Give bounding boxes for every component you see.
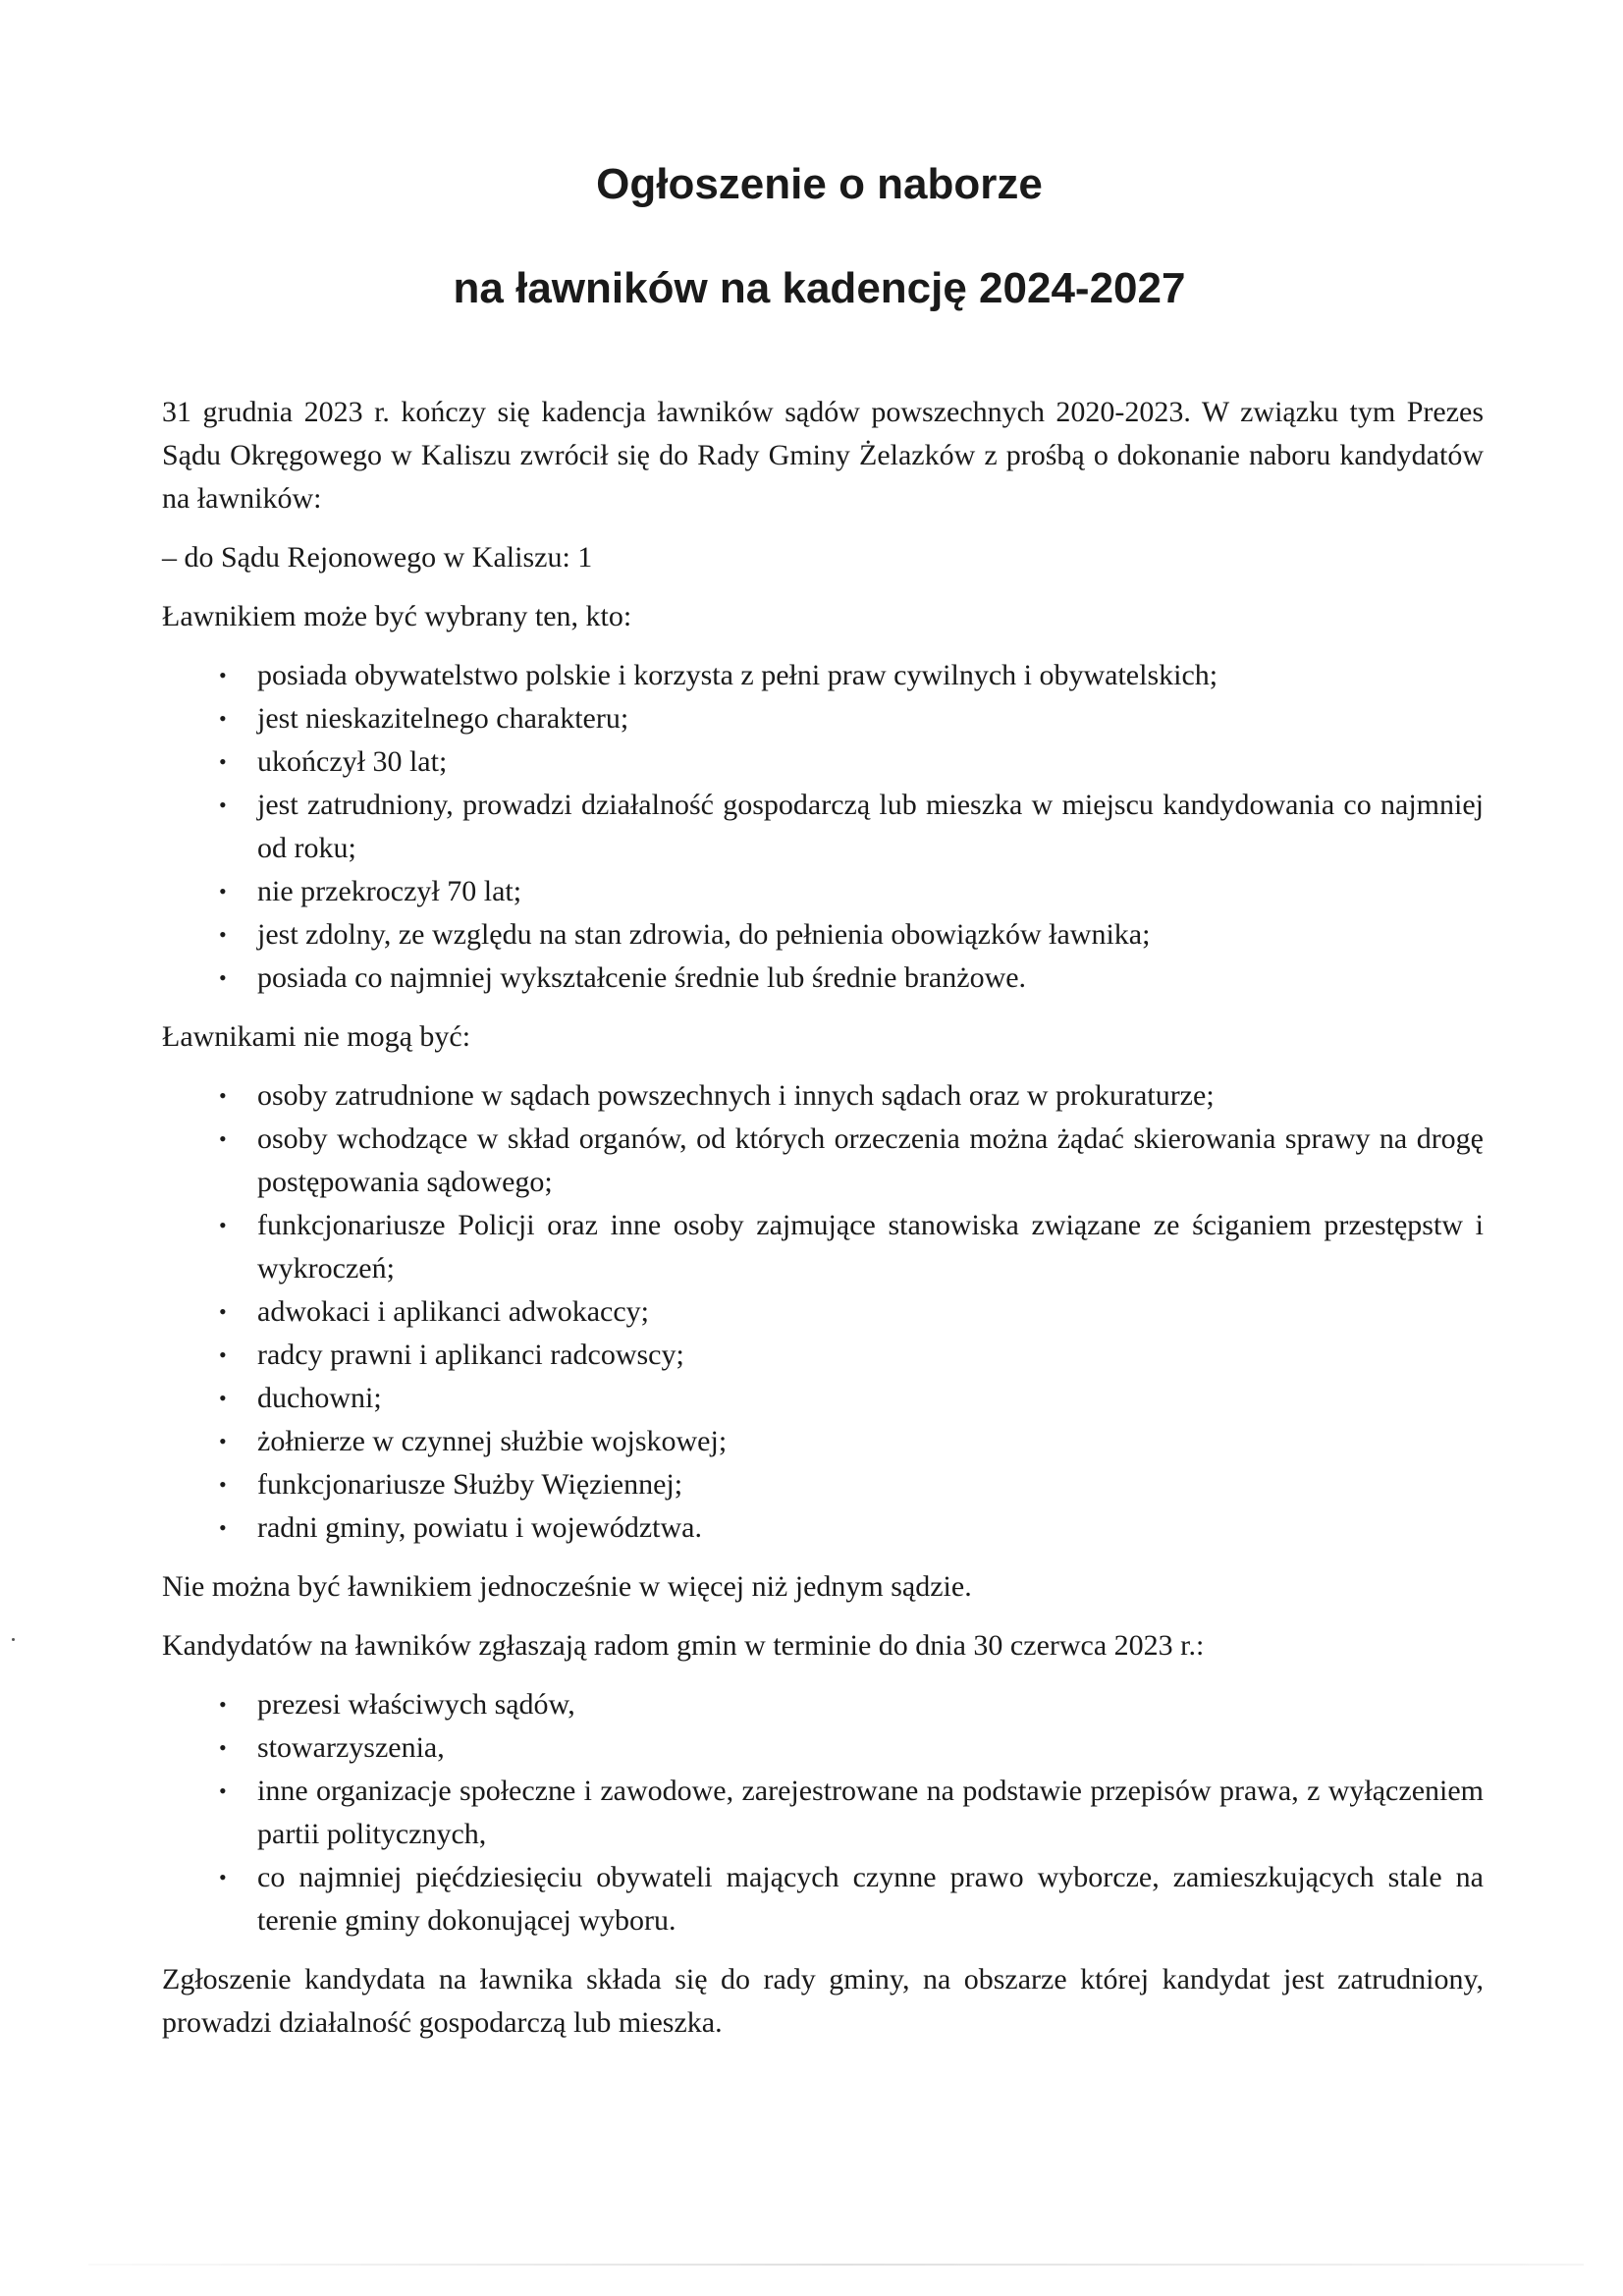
list-item <box>162 1074 1484 1118</box>
bullet-icon: • <box>219 1213 227 1237</box>
list-item <box>162 1506 1484 1550</box>
list-item-text: inne organizacje społeczne i zawodowe, zarejestrowane na podstawie przepisów prawa, z wyłączeniem partii politycznych, <box>257 1775 1484 1850</box>
list-item <box>162 654 1484 697</box>
list-item <box>162 870 1484 913</box>
list-item-text: duchowni; <box>257 1382 382 1414</box>
list-item-text: osoby zatrudnione w sądach powszechnych i innych sądach oraz w prokuraturze; <box>257 1079 1215 1112</box>
eligible-list <box>162 654 1484 1000</box>
document-body <box>162 391 1484 2060</box>
list-item <box>162 1420 1484 1463</box>
list-item-text: radcy prawni i aplikanci radcowscy; <box>257 1339 684 1371</box>
bullet-icon: • <box>219 1515 227 1540</box>
bullet-icon: • <box>219 663 227 687</box>
eligible-heading: Ławnikiem może być wybrany ten, kto: <box>162 600 632 632</box>
list-item-text: radni gminy, powiatu i województwa. <box>257 1511 702 1544</box>
list-item <box>162 1726 1484 1770</box>
bullet-icon: • <box>219 879 227 903</box>
bullet-icon: • <box>219 749 227 774</box>
bullet-icon: • <box>219 793 227 817</box>
list-item-text: posiada obywatelstwo polskie i korzysta z pełni praw cywilnych i obywatelskich; <box>257 659 1218 691</box>
bullet-icon: • <box>219 1778 227 1803</box>
list-item <box>162 1118 1484 1204</box>
nominators-heading: Kandydatów na ławników zgłaszają radom gmin w terminie do dnia 30 czerwca 2023 r.: <box>162 1629 1205 1662</box>
list-item-text: funkcjonariusze Policji oraz inne osoby zajmujące stanowiska związane ze ściganiem przestępstw i wykroczeń; <box>257 1209 1484 1285</box>
list-item <box>162 740 1484 784</box>
list-item-text: jest zdolny, ze względu na stan zdrowia, do pełnienia obowiązków ławnika; <box>257 918 1151 951</box>
bullet-icon: • <box>219 1083 227 1108</box>
list-item <box>162 1856 1484 1942</box>
page-subtitle: na ławników na kadencję 2024-2027 <box>453 264 1186 312</box>
list-item-text: osoby wchodzące w skład organów, od których orzeczenia można żądać skierowania sprawy na drogę postępowania sądowego; <box>257 1122 1484 1198</box>
list-item <box>162 1377 1484 1420</box>
bullet-icon: • <box>219 1472 227 1497</box>
list-item-text: co najmniej pięćdziesięciu obywateli mających czynne prawo wyborcze, zamieszkujących stale na terenie gminy dokonującej wyboru. <box>257 1861 1484 1937</box>
bullet-icon: • <box>219 1692 227 1717</box>
list-item <box>162 957 1484 1000</box>
list-item-text: funkcjonariusze Służby Więziennej; <box>257 1468 683 1501</box>
court-line: – do Sądu Rejonowego w Kaliszu: 1 <box>162 541 593 574</box>
list-item <box>162 784 1484 870</box>
list-item-text: prezesi właściwych sądów, <box>257 1688 575 1721</box>
closing-paragraph: Zgłoszenie kandydata na ławnika składa się do rady gminy, na obszarze której kandydat jest zatrudniony, prowadzi działalność gospodarczą lub mieszka. <box>162 1963 1484 2039</box>
bullet-icon: • <box>219 1386 227 1410</box>
list-item <box>162 1683 1484 1726</box>
bullet-icon: • <box>219 706 227 731</box>
ineligible-list <box>162 1074 1484 1550</box>
list-item <box>162 1204 1484 1290</box>
bullet-icon: • <box>219 1342 227 1367</box>
list-item <box>162 697 1484 740</box>
bullet-icon: • <box>219 965 227 990</box>
scan-edge-line <box>88 2264 1584 2266</box>
list-item-text: nie przekroczył 70 lat; <box>257 875 522 907</box>
list-item <box>162 913 1484 957</box>
bullet-icon: • <box>219 1735 227 1760</box>
list-item-text: stowarzyszenia, <box>257 1731 445 1764</box>
list-item-text: jest zatrudniony, prowadzi działalność gospodarczą lub mieszka w miejscu kandydowania co najmniej od roku; <box>257 789 1484 864</box>
bullet-icon: • <box>219 1865 227 1889</box>
one-court-note: Nie można być ławnikiem jednocześnie w więcej niż jednym sądzie. <box>162 1570 972 1603</box>
scan-speck <box>12 1638 15 1641</box>
list-item <box>162 1334 1484 1377</box>
list-item <box>162 1290 1484 1334</box>
list-item <box>162 1770 1484 1856</box>
bullet-icon: • <box>219 1299 227 1324</box>
list-item-text: ukończył 30 lat; <box>257 745 448 778</box>
list-item <box>162 1463 1484 1506</box>
page-title: Ogłoszenie o naborze <box>596 160 1043 208</box>
list-item-text: adwokaci i aplikanci adwokaccy; <box>257 1295 649 1328</box>
list-item-text: żołnierze w czynnej służbie wojskowej; <box>257 1425 728 1457</box>
list-item-text: posiada co najmniej wykształcenie średnie lub średnie branżowe. <box>257 961 1027 994</box>
ineligible-heading: Ławnikami nie mogą być: <box>162 1020 471 1053</box>
intro-paragraph: 31 grudnia 2023 r. kończy się kadencja ławników sądów powszechnych 2020-2023. W związku tym Prezes Sądu Okręgowego w Kaliszu zwrócił się do Rady Gminy Żelazków z prośbą o dokonanie naboru kandydatów na ławników: <box>162 396 1484 515</box>
bullet-icon: • <box>219 922 227 947</box>
bullet-icon: • <box>219 1126 227 1151</box>
nominators-list <box>162 1683 1484 1942</box>
list-item-text: jest nieskazitelnego charakteru; <box>257 702 629 735</box>
bullet-icon: • <box>219 1429 227 1453</box>
